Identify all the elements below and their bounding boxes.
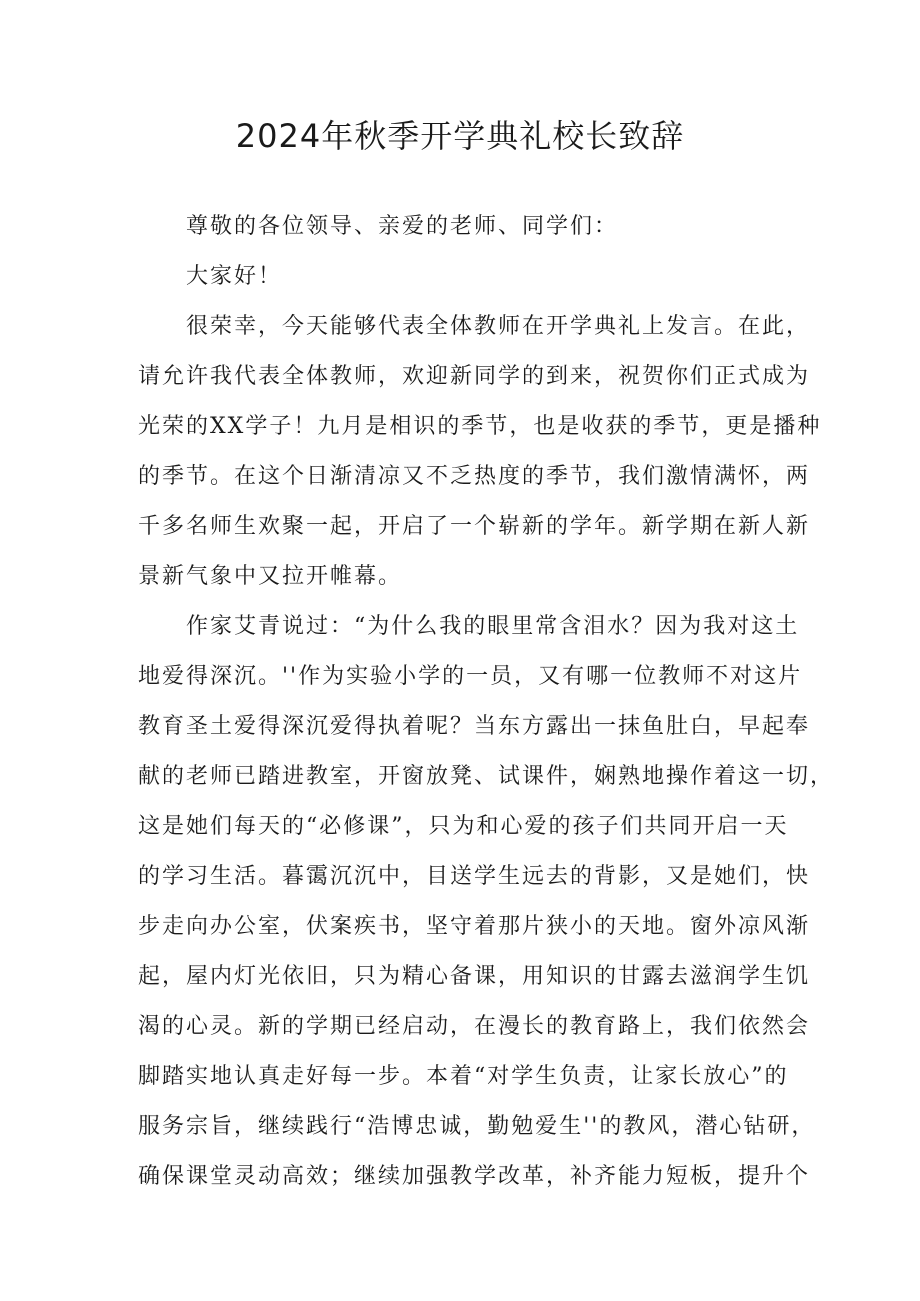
paragraph-line: 的学习生活。暮霭沉沉中，目送学生远去的背影，又是她们，快: [138, 864, 811, 889]
paragraph-line: 请允许我代表全体教师，欢迎新同学的到来，祝贺你们正式成为: [138, 364, 811, 389]
paragraph-line: 这是她们每天的“必修课”，只为和心爱的孩子们共同开启一天: [138, 814, 789, 839]
paragraph-line: 的季节。在这个日渐清凉又不乏热度的季节，我们激情满怀，两: [138, 464, 811, 489]
paragraph-line: 起，屋内灯光依旧，只为精心备课，用知识的甘露去滋润学生饥: [138, 964, 811, 989]
paragraph-line: 千多名师生欢聚一起，开启了一个崭新的学年。新学期在新人新: [138, 514, 811, 539]
paragraph-line: 确保课堂灵动高效；继续加强教学改革，补齐能力短板，提升个: [138, 1164, 811, 1189]
salutation-line: 尊敬的各位领导、亲爱的老师、同学们：: [186, 214, 619, 239]
paragraph-line: 献的老师已踏进教室，开窗放凳、试课件，娴熟地操作着这一切，: [138, 764, 835, 789]
paragraph-line: 景新气象中又拉开帷幕。: [138, 564, 403, 589]
document-title: 2024年秋季开学典礼校长致辞: [235, 117, 685, 155]
paragraph-line: 很荣幸，今天能够代表全体教师在开学典礼上发言。在此，: [186, 314, 811, 339]
paragraph-line: 脚踏实地认真走好每一步。本着“对学生负责，让家长放心”的: [138, 1064, 789, 1089]
paragraph-line: 服务宗旨，继续践行“浩博忠诚，勤勉爱生''的教风，潜心钻研，: [138, 1114, 816, 1139]
paragraph-line: 步走向办公室，伏案疾书，坚守着那片狭小的天地。窗外凉风渐: [138, 914, 811, 939]
paragraph-line: 地爱得深沉。''作为实验小学的一员，又有哪一位教师不对这片: [138, 664, 803, 689]
paragraph-line: 渴的心灵。新的学期已经启动，在漫长的教育路上，我们依然会: [138, 1014, 811, 1039]
greeting-line: 大家好！: [186, 264, 283, 289]
paragraph-line: 作家艾青说过：“为什么我的眼里常含泪水？因为我对这土: [186, 614, 800, 639]
paragraph-line: 光荣的XX学子！九月是相识的季节，也是收获的季节，更是播种: [138, 414, 822, 439]
paragraph-line: 教育圣土爱得深沉爱得执着呢？当东方露出一抹鱼肚白，早起奉: [138, 714, 811, 739]
